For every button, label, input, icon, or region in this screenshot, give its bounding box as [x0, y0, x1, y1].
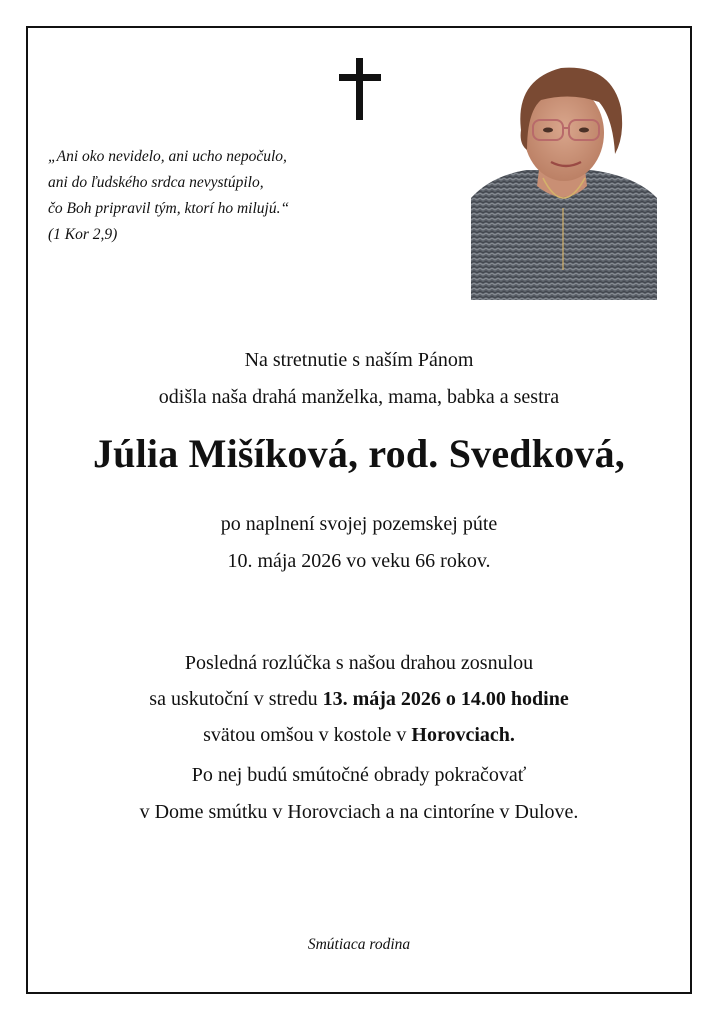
- quote-line: „Ani oko nevidelo, ani ucho nepočulo,: [48, 148, 287, 165]
- quote-line: čo Boh pripravil tým, ktorí ho milujú.“: [48, 200, 290, 217]
- death-details: [28, 506, 690, 580]
- quote-reference: (1 Kor 2,9): [48, 226, 118, 243]
- farewell-place: Horovciach.: [411, 724, 515, 746]
- death-line: po naplnení svojej pozemskej púte: [220, 513, 498, 535]
- intro-text: [28, 342, 690, 416]
- deceased-name: Júlia Mišíková, rod. Svedková,: [92, 431, 626, 476]
- cross-icon: [339, 58, 381, 120]
- farewell-place-line: [28, 717, 690, 753]
- ceremony-text: [28, 757, 690, 831]
- intro-line: odišla naša drahá manželka, mama, babka a sestra: [158, 386, 560, 408]
- farewell-line: Posledná rozlúčka s našou drahou zosnulou: [184, 652, 534, 674]
- quote-line: ani do ľudského srdca nevystúpilo,: [48, 174, 264, 191]
- farewell-text: [28, 645, 690, 753]
- farewell-place-prefix: svätou omšou v kostole v: [203, 724, 412, 746]
- ceremony-line: Po nej budú smútočné obrady pokračovať: [191, 764, 527, 786]
- signature: Smútiaca rodina: [307, 936, 411, 953]
- farewell-date: 13. mája 2026 o 14.00 hodine: [322, 688, 569, 710]
- bible-quote: [48, 144, 368, 248]
- intro-line: Na stretnutie s naším Pánom: [244, 349, 474, 371]
- farewell-date-prefix: sa uskutoční v stredu: [149, 688, 323, 710]
- farewell-date-line: [28, 681, 690, 717]
- ceremony-line: v Dome smútku v Horovciach a na cintoríne v Dulove.: [139, 801, 579, 823]
- portrait-photo: [471, 58, 657, 300]
- death-date-line: 10. mája 2026 vo veku 66 rokov.: [227, 550, 491, 572]
